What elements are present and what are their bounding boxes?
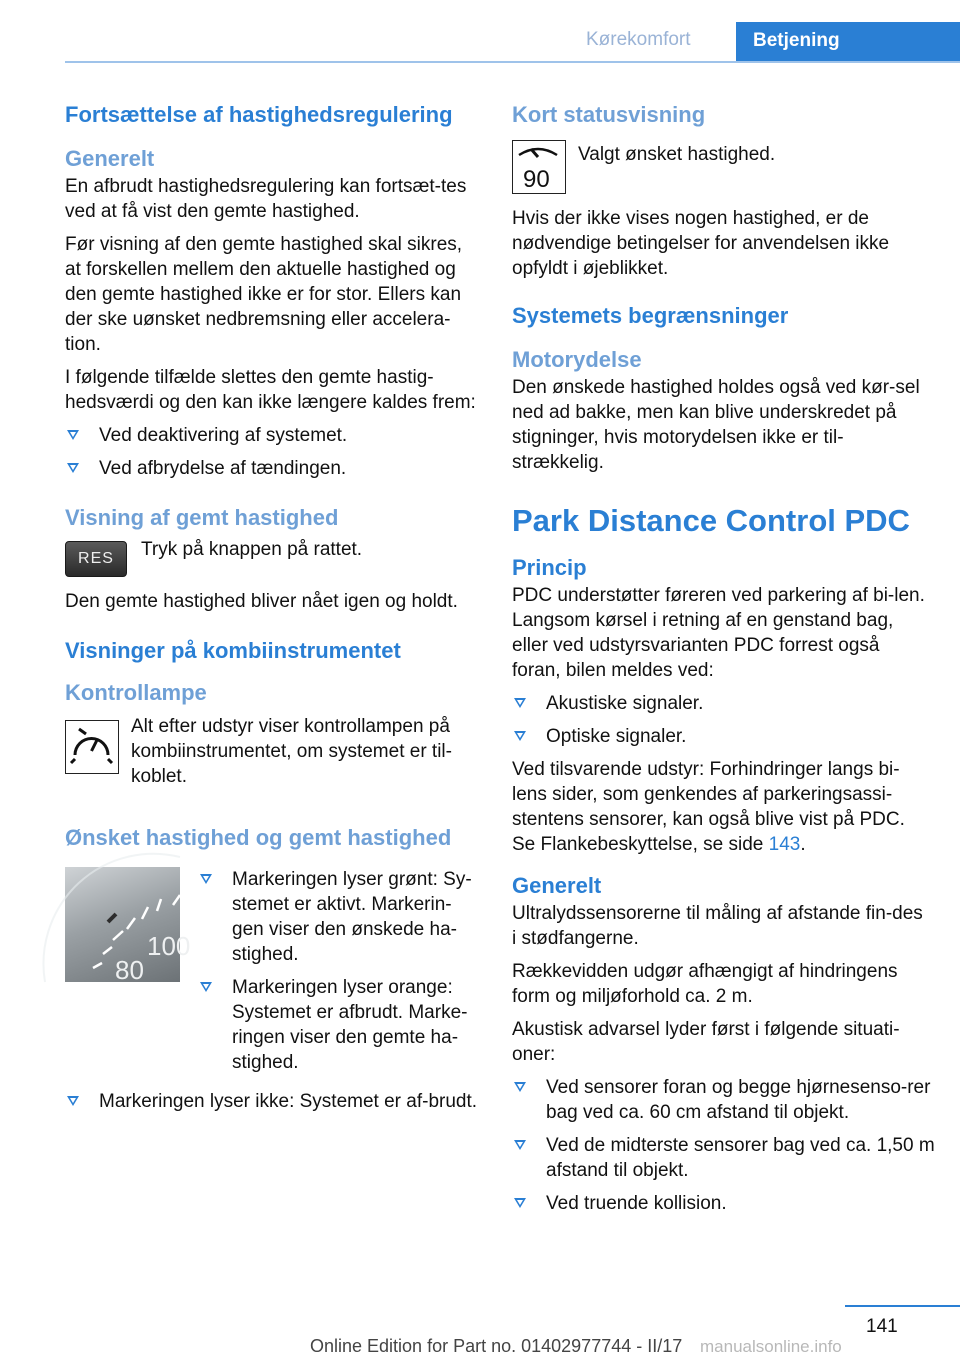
list-item: Akustiske signaler. xyxy=(512,691,932,716)
cruise-control-lamp-icon xyxy=(65,720,119,774)
gauge-label-80: 80 xyxy=(115,955,144,985)
speed-display-icon xyxy=(512,140,566,194)
bullet-list xyxy=(512,1075,942,1216)
heading-onsket-hastighed: Ønsket hastighed og gemt hastighed xyxy=(65,825,452,850)
triangle-bullet-icon xyxy=(514,1082,526,1092)
triangle-bullet-icon xyxy=(514,1140,526,1150)
paragraph: Hvis der ikke vises nogen hastighed, er de nødvendige betingelser for anvendelsen ikke opfyldt i øjeblikket. xyxy=(512,208,890,279)
bullet-list xyxy=(65,423,480,481)
list-item: Ved truende kollision. xyxy=(512,1191,942,1216)
edition-footer: Online Edition for Part no. 01402977744 - II/17 xyxy=(310,1336,683,1356)
heading-princip: Princip xyxy=(512,555,587,580)
speed-value: 90 xyxy=(523,166,550,193)
list-item: Ved de midterste sensorer bag ved ca. 1,50 m afstand til objekt. xyxy=(512,1133,942,1183)
right-column xyxy=(512,100,935,1224)
triangle-bullet-icon xyxy=(67,430,79,440)
paragraph: Ved tilsvarende udstyr: Forhindringer langs bi‐lens sider, som genkendes af parkeringsassi‐stentens sensorer, kan også blive vist på PDC. Se Flankebeskyttelse, se side 143. xyxy=(512,759,905,855)
res-button-icon: RES xyxy=(65,541,127,577)
paragraph: Den ønskede hastighed holdes også ved kør‐sel ned ad bakke, men kan blive underskredet på stigninger, hvis motorydelsen ikke er til‐strækkelig. xyxy=(512,377,920,473)
res-row xyxy=(65,537,480,577)
heading-visninger: Visninger på kombiinstrumentet xyxy=(65,638,401,663)
list-item: Optiske signaler. xyxy=(512,724,932,749)
left-column xyxy=(65,100,480,1122)
list-item: Markeringen lyser orange: Systemet er afbrudt. Marke‐ringen viser den gemte ha‐stighed. xyxy=(198,975,480,1075)
paragraph: I følgende tilfælde slettes den gemte hastig‐hedsværdi og den kan ikke længere kaldes frem: xyxy=(65,367,476,413)
heading-kort-statusvisning: Kort statusvisning xyxy=(512,102,706,127)
gauge-label-100: 100 xyxy=(147,931,191,961)
heading-generelt: Generelt xyxy=(65,146,155,171)
gauge-row xyxy=(65,867,480,1089)
header-tab-betjening[interactable]: Betjening xyxy=(736,22,960,62)
page-number: 141 xyxy=(866,1316,898,1337)
triangle-bullet-icon xyxy=(200,982,212,992)
kontrollampe-row xyxy=(65,714,480,789)
footer-divider xyxy=(845,1305,960,1307)
bullet-list xyxy=(65,1089,480,1114)
page-link-143[interactable]: 143 xyxy=(768,834,801,855)
bullet-list xyxy=(512,691,932,749)
paragraph: Den gemte hastighed bliver nået igen og holdt. xyxy=(65,591,458,612)
triangle-bullet-icon xyxy=(67,1096,79,1106)
paragraph: Akustisk advarsel lyder først i følgende situati‐oner: xyxy=(512,1019,900,1065)
kort-status-row xyxy=(512,140,932,194)
paragraph: Ultralydssensorerne til måling af afstande fin‐des i stødfangerne. xyxy=(512,903,923,949)
heading-generelt-pdc: Generelt xyxy=(512,873,602,898)
list-item: Markeringen lyser grønt: Sy‐stemet er aktivt. Markerin‐gen viser den ønskede ha‐stighed. xyxy=(198,867,480,967)
heading-kontrollampe: Kontrollampe xyxy=(65,680,207,705)
paragraph: En afbrudt hastighedsregulering kan fortsæt‐tes ved at få vist den gemte hastighed. xyxy=(65,176,467,222)
heading-visning: Visning af gemt hastighed xyxy=(65,505,339,530)
triangle-bullet-icon xyxy=(514,698,526,708)
paragraph: PDC understøtter føreren ved parkering af bi‐len. Langsom kørsel i retning af en genstand bag, eller ved udstyrsvarianten PDC forrest også foran, bilen meldes ved: xyxy=(512,585,925,681)
speedometer-gauge-image xyxy=(65,867,191,985)
kontrollampe-text: Alt efter udstyr viser kontrollampen på kombiinstrumentet, om systemet er til‐koblet. xyxy=(131,716,452,787)
list-item: Ved sensorer foran og begge hjørnesenso‐rer bag ved ca. 60 cm afstand til objekt. xyxy=(512,1075,942,1125)
res-text: Tryk på knappen på rattet. xyxy=(141,539,363,560)
bullet-list xyxy=(198,867,480,1083)
watermark: manualsonline.info xyxy=(700,1337,842,1356)
heading-park-distance-control: Park Distance Control PDC xyxy=(512,503,910,538)
heading-fortsaettelse: Fortsættelse af hastighedsregulering xyxy=(65,102,453,127)
triangle-bullet-icon xyxy=(200,874,212,884)
triangle-bullet-icon xyxy=(67,463,79,473)
heading-systemets-begraensninger: Systemets begrænsninger xyxy=(512,303,789,328)
kort-status-text: Valgt ønsket hastighed. xyxy=(578,144,776,165)
triangle-bullet-icon xyxy=(514,731,526,741)
list-item: Markeringen lyser ikke: Systemet er af‐brudt. xyxy=(65,1089,480,1114)
heading-motorydelse: Motorydelse xyxy=(512,347,642,372)
list-item: Ved deaktivering af systemet. xyxy=(65,423,480,448)
header-section-label: Kørekomfort xyxy=(586,29,691,50)
paragraph: Før visning af den gemte hastighed skal sikres, at forskellen mellem den aktuelle hastighed og den gemte hastighed ikke er for stor. Ellers kan der ske uønsket nedbremsning eller accelera‐tion. xyxy=(65,234,463,355)
list-item: Ved afbrydelse af tændingen. xyxy=(65,456,480,481)
triangle-bullet-icon xyxy=(514,1198,526,1208)
header-divider xyxy=(65,61,960,63)
paragraph: Rækkevidden udgør afhængigt af hindringens form og miljøforhold ca. 2 m. xyxy=(512,961,898,1007)
